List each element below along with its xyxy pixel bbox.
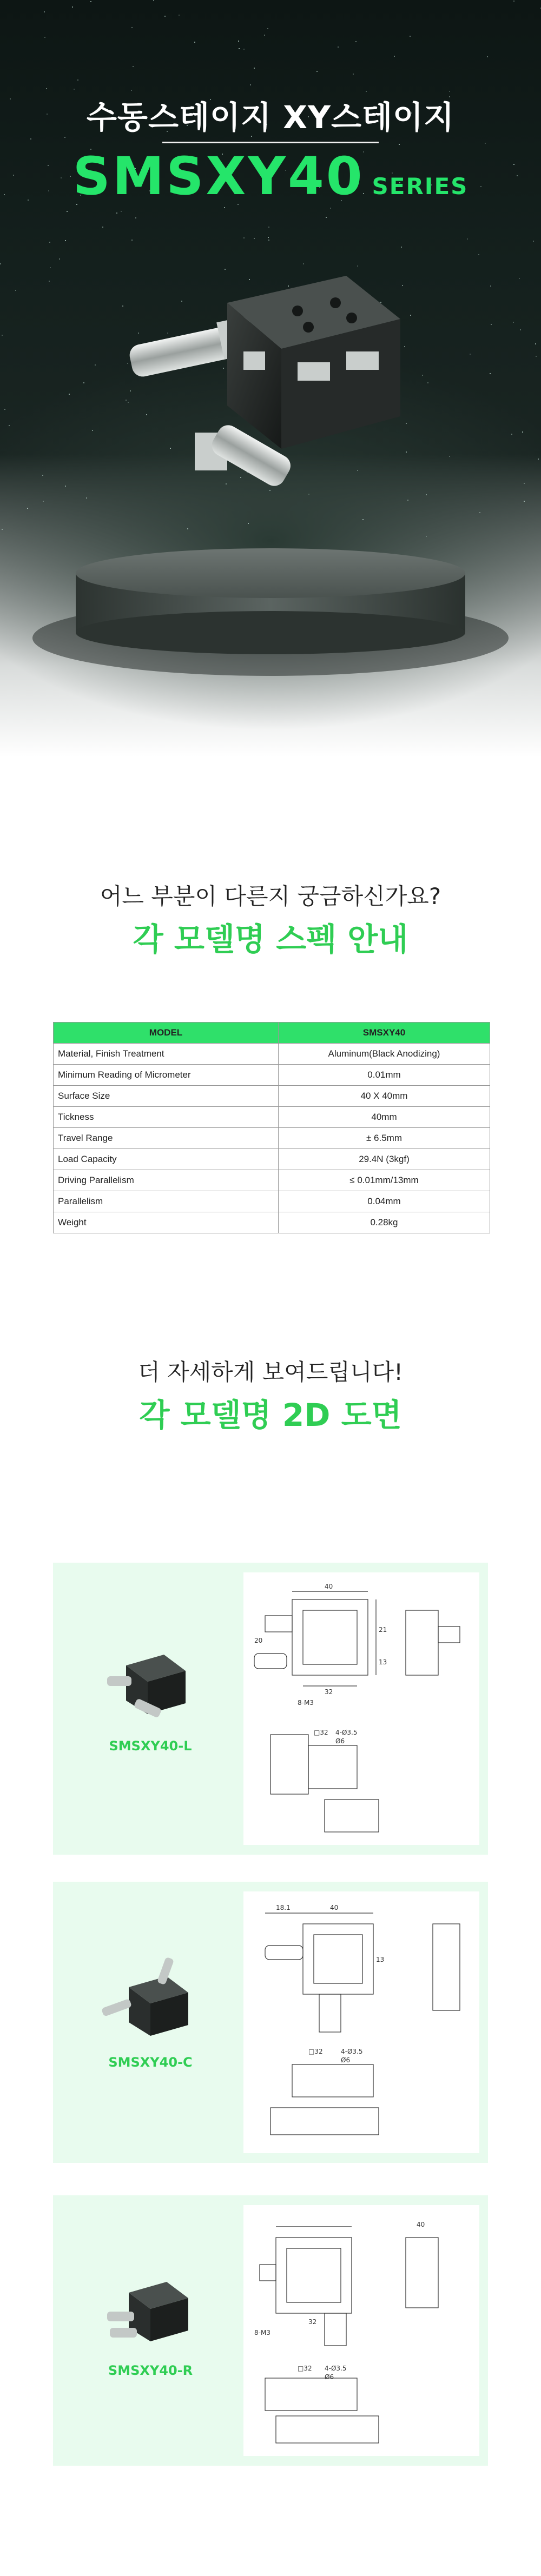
spec-header-model: MODEL [54,1023,279,1044]
star-dot [491,324,492,325]
star-dot [520,329,521,330]
star-dot [511,434,512,435]
dim-label: 40 [325,1583,333,1590]
star-dot [90,1,91,2]
series-suffix: SERIES [372,173,469,200]
spec-label: Surface Size [54,1086,279,1107]
spec-table-header [54,1023,490,1044]
star-dot [513,322,514,323]
star-dot [153,0,154,1]
table-row [54,1212,490,1233]
star-dot [533,241,534,242]
star-dot [422,375,423,376]
dim-label: Ø6 [325,2373,334,2381]
dim-label: 32 [308,2318,317,2326]
table-row [54,1065,490,1086]
star-dot [67,211,68,212]
spec-value: Aluminum(Black Anodizing) [279,1044,490,1065]
table-row [54,1128,490,1149]
star-dot [330,208,331,209]
star-dot [77,79,78,81]
spec-label: Weight [54,1212,279,1233]
series-name: SMSXY40 [72,146,365,207]
star-dot [427,382,428,383]
technical-drawing [243,1891,479,2153]
spec-value: 0.04mm [279,1191,490,1212]
star-dot [254,68,255,69]
star-dot [268,227,269,228]
model-name: SMSXY40-R [108,2363,193,2378]
star-dot [254,238,255,239]
table-row [54,1170,490,1191]
star-dot [102,227,103,228]
star-dot [268,240,269,241]
star-dot [353,74,354,75]
dim-label: 32 [325,1688,333,1696]
spec-subtitle: 어느 부분이 다른지 궁금하신가요? [100,883,441,909]
spec-title: 각 모델명 스펙 안내 [133,921,408,958]
table-row [54,1044,490,1065]
dim-label: 40 [417,2221,425,2228]
spec-value: ≤ 0.01mm/13mm [279,1170,490,1191]
spec-value: 0.01mm [279,1065,490,1086]
hero-banner [0,0,541,757]
product-thumbnail [104,2266,196,2352]
dim-label: 40 [330,1904,339,1911]
product-thumbnail [104,1644,196,1725]
xy-stage-product [119,254,422,535]
star-dot [164,16,166,17]
star-dot [92,430,93,431]
star-dot [194,42,195,43]
star-dot [267,28,268,29]
star-dot [355,41,357,42]
dim-label: 21 [379,1626,387,1634]
table-row [54,1149,490,1170]
star-dot [238,41,239,42]
spec-label: Tickness [54,1107,279,1128]
star-dot [401,247,402,248]
spec-label: Minimum Reading of Micrometer [54,1065,279,1086]
dim-label: 4-Ø3.5 [341,2048,363,2055]
star-dot [487,56,488,57]
technical-drawing [243,1572,479,1845]
star-dot [522,431,523,433]
spec-header-product: SMSXY40 [279,1023,490,1044]
star-dot [2,335,3,336]
star-dot [65,486,66,487]
star-dot [4,409,5,410]
star-dot [538,459,539,460]
star-dot [179,15,180,16]
hero-divider [162,142,379,143]
star-dot [9,425,10,426]
technical-drawing [243,2205,479,2456]
model-name: SMSXY40-L [109,1738,192,1754]
star-dot [135,217,136,218]
dim-label: 8-M3 [254,2329,270,2336]
star-dot [44,11,45,12]
hero-title: 수동스테이지 XY스테이지 [86,99,455,136]
star-dot [399,144,400,145]
dim-label: 13 [379,1658,387,1666]
spec-value: 40mm [279,1107,490,1128]
spec-value: 0.28kg [279,1212,490,1233]
star-dot [15,290,16,291]
spec-value: 40 X 40mm [279,1086,490,1107]
star-dot [449,456,450,457]
star-dot [338,47,339,48]
star-dot [30,138,31,140]
spec-table [53,1022,490,1233]
star-dot [131,90,132,91]
table-row [54,1191,490,1212]
dim-label: □32 [298,2365,312,2372]
star-dot [519,278,520,279]
star-dot [490,373,491,374]
star-dot [74,89,75,90]
star-dot [69,394,70,395]
star-dot [470,354,471,355]
star-dot [426,494,427,495]
model-name: SMSXY40-C [108,2055,193,2070]
star-dot [50,267,51,268]
star-dot [485,143,486,144]
star-dot [83,382,84,383]
drawing-lines [243,2205,479,2456]
star-dot [243,49,245,50]
star-dot [394,56,395,57]
product-thumbnail [102,1955,199,2047]
spec-label: Parallelism [54,1191,279,1212]
star-dot [316,71,318,72]
star-dot [59,258,60,260]
star-dot [42,475,43,476]
star-dot [0,263,1,264]
star-dot [467,238,468,240]
dim-label: 18.1 [276,1904,291,1911]
star-dot [49,242,50,243]
drawing-title: 각 모델명 2D 도면 [139,1397,402,1433]
star-dot [478,254,479,255]
model-card-l [53,1563,488,1855]
dim-label: Ø6 [341,2056,351,2064]
star-dot [535,343,536,344]
star-dot [116,213,117,214]
star-dot [250,84,251,85]
star-dot [121,211,122,212]
spec-label: Travel Range [54,1128,279,1149]
spec-label: Load Capacity [54,1149,279,1170]
model-card-c [53,1882,488,2163]
star-dot [65,240,66,241]
star-dot [224,207,225,208]
dim-label: 20 [254,1637,263,1644]
drawing-lines [243,1891,479,2153]
dim-label: 13 [376,1956,385,1963]
hero-series [0,146,541,207]
dim-label: 8-M3 [298,1699,314,1707]
dim-label: □32 [308,2048,323,2055]
spec-label: Material, Finish Treatment [54,1044,279,1065]
star-dot [490,286,491,287]
dim-label: 4-Ø3.5 [335,1729,358,1736]
star-dot [264,35,265,36]
star-dot [326,217,327,218]
star-dot [46,88,47,89]
star-dot [133,66,134,67]
dim-label: 4-Ø3.5 [325,2365,347,2372]
drawing-lines [243,1572,479,1845]
table-row [54,1086,490,1107]
model-card-r [53,2195,488,2466]
dim-label: □32 [314,1729,328,1736]
star-dot [239,48,240,49]
star-dot [524,483,525,484]
star-dot [49,281,50,282]
star-dot [268,237,269,238]
star-dot [95,364,96,366]
drawing-subtitle: 더 자세하게 보여드립니다! [138,1359,403,1385]
star-dot [72,6,73,8]
spec-value: ± 6.5mm [279,1128,490,1149]
star-dot [131,240,133,241]
spec-label: Driving Parallelism [54,1170,279,1191]
spec-value: 29.4N (3kgf) [279,1149,490,1170]
star-dot [131,27,133,28]
star-dot [410,36,411,37]
table-row [54,1107,490,1128]
star-dot [243,237,245,238]
star-dot [536,356,537,357]
star-dot [513,1,514,2]
star-dot [44,37,45,38]
dim-label: Ø6 [335,1737,345,1745]
